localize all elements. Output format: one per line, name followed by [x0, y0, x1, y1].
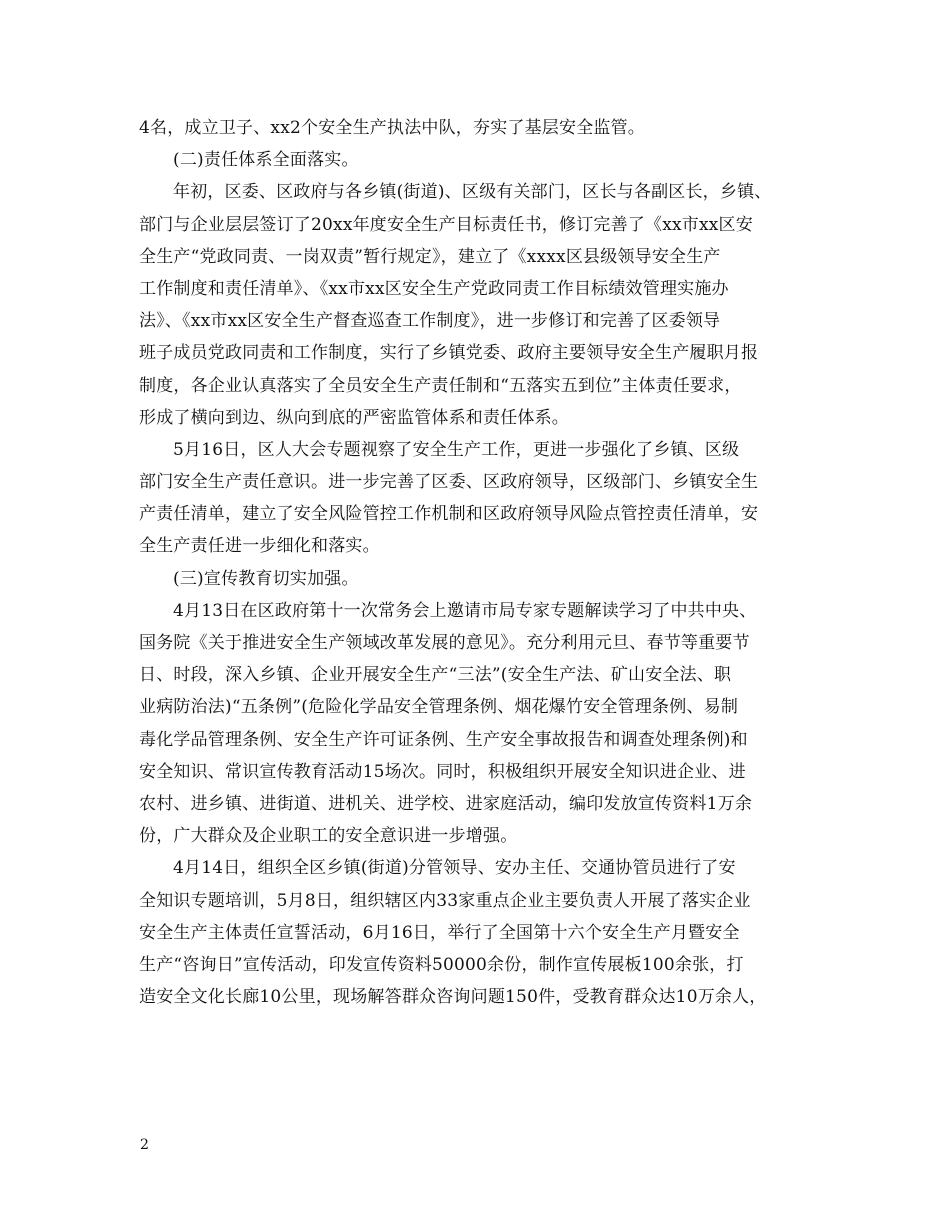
text-line: 年初，区委、区政府与各乡镇(街道)、区级有关部门，区长与各副区长，乡镇、 [173, 182, 772, 203]
text-line: (二)责任体系全面落实。 [173, 150, 359, 171]
text-line: 部门与企业层层签订了20xx年度安全生产目标责任书，修订完善了《xx市xx区安 [139, 214, 753, 235]
text-line: 农村、进乡镇、进街道、进机关、进学校、进家庭活动，编印发放宣传资料1万余 [139, 793, 753, 814]
text-line: 全生产责任进一步细化和落实。 [139, 536, 380, 557]
text-line: 5月16日，区人大会专题视察了安全生产工作，更进一步强化了乡镇、区级 [173, 439, 740, 460]
text-line: 全生产“党政同责、一岗双责”暂行规定》，建立了《xxxx区县级领导安全生产 [139, 246, 721, 267]
text-line: 产责任清单，建立了安全风险管控工作机制和区政府领导风险点管控责任清单，安 [139, 504, 759, 525]
text-line: 份，广大群众及企业职工的安全意识进一步增强。 [139, 826, 518, 847]
text-line: 4月14日，组织全区乡镇(街道)分管领导、安办主任、交通协管员进行了安 [173, 858, 736, 879]
text-line: 全知识专题培训，5月8日，组织辖区内33家重点企业主要负责人开展了落实企业 [139, 890, 751, 911]
text-line: 形成了横向到边、纵向到底的严密监管体系和责任体系。 [139, 407, 569, 428]
document-body [139, 112, 829, 1013]
text-line: 4名，成立卫子、xx2个安全生产执法中队，夯实了基层安全监管。 [139, 118, 646, 138]
text-line: 法》、《xx市xx区安全生产督查巡查工作制度》，进一步修订和完善了区委领导 [139, 311, 721, 332]
text-line: 生产“咨询日”宣传活动，印发宣传资料50000余份，制作宣传展板100余张，打 [139, 954, 744, 975]
text-line: 制度，各企业认真落实了全员安全生产责任制和“五落实五到位”主体责任要求， [139, 375, 742, 396]
text-line: 班子成员党政同责和工作制度，实行了乡镇党委、政府主要领导安全生产履职月报 [139, 343, 759, 364]
text-line: 日、时段，深入乡镇、企业开展安全生产“三法”(安全生产法、矿山安全法、职 [139, 665, 732, 686]
text-line: 部门安全生产责任意识。进一步完善了区委、区政府领导，区级部门、乡镇安全生 [139, 472, 759, 493]
page-number: 2 [140, 1137, 149, 1153]
text-line: 4月13日在区政府第十一次常务会上邀请市局专家专题解读学习了中共中央、 [173, 600, 757, 621]
text-line: 国务院《关于推进安全生产领域改革发展的意见》。充分利用元旦、春节等重要节 [139, 633, 750, 653]
text-line: 工作制度和责任清单》、《xx市xx区安全生产党政同责工作目标绩效管理实施办 [139, 278, 729, 299]
text-line: 业病防治法)“五条例”(危险化学品安全管理条例、烟花爆竹安全管理条例、易制 [139, 697, 739, 718]
text-line: 毒化学品管理条例、安全生产许可证条例、生产安全事故报告和调查处理条例)和 [139, 729, 748, 750]
text-line: 安全生产主体责任宣誓活动，6月16日，举行了全国第十六个安全生产月暨安全 [139, 922, 740, 943]
text-line: 安全知识、常识宣传教育活动15场次。同时，积极组织开展安全知识进企业、进 [139, 761, 746, 782]
text-line: (三)宣传教育切实加强。 [173, 568, 359, 589]
text-line: 造安全文化长廊10公里，现场解答群众咨询问题150件，受教育群众达10万余人， [139, 987, 767, 1008]
